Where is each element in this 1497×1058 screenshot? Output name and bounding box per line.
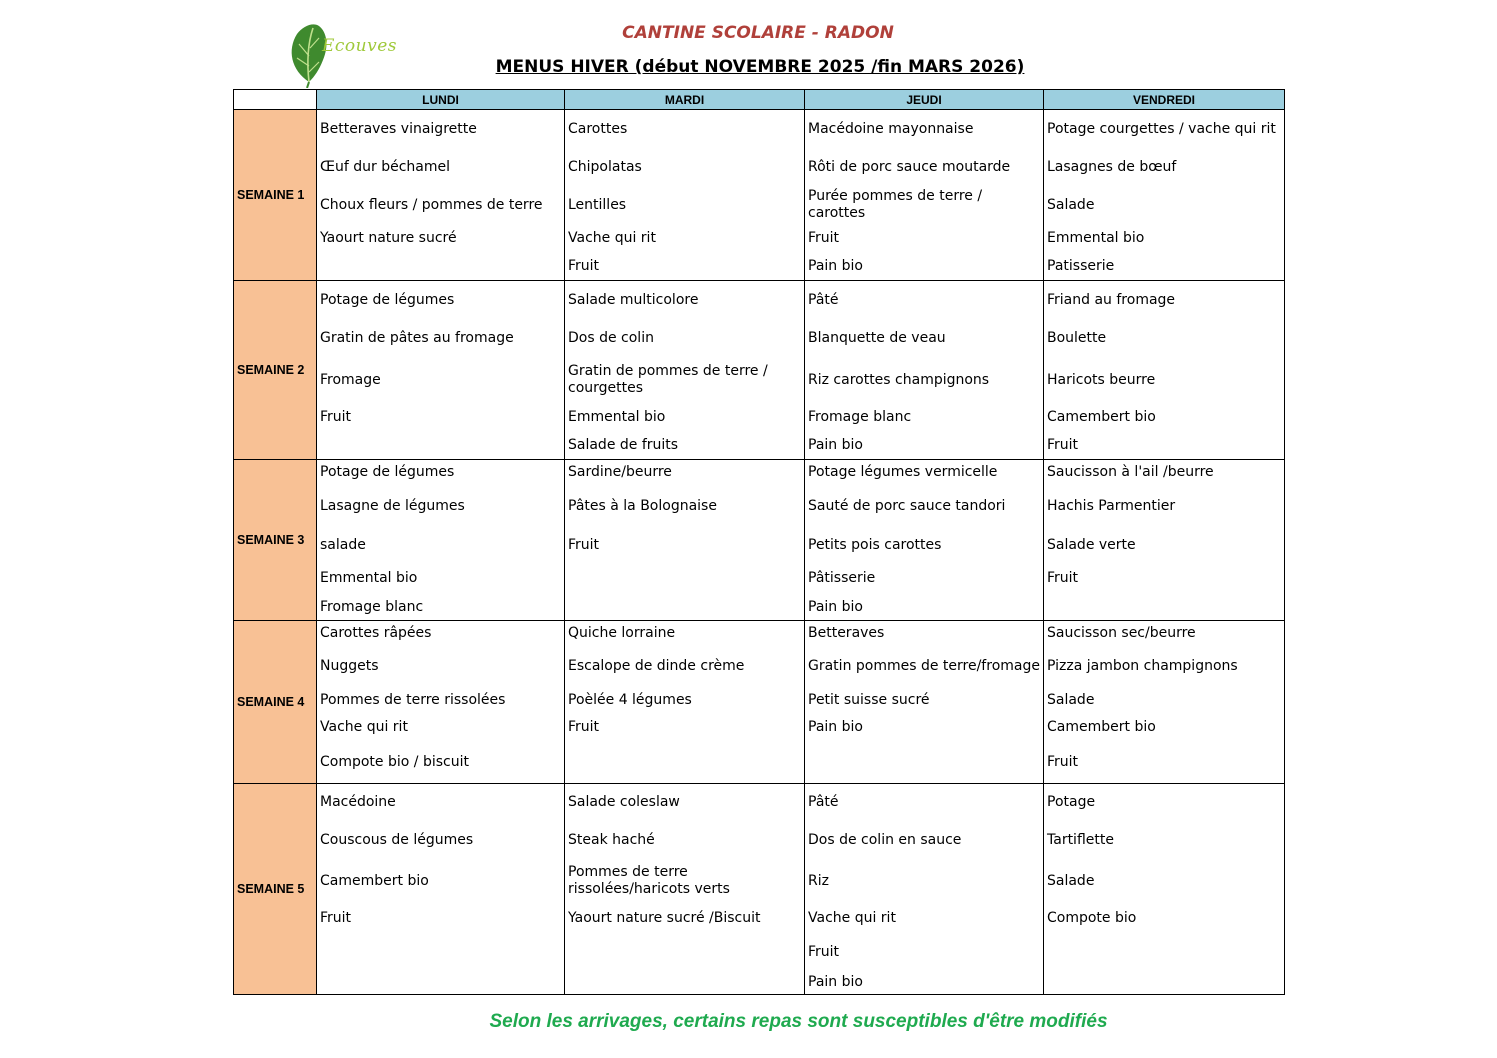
week-label: SEMAINE 5	[234, 784, 317, 995]
menu-item: Riz	[808, 872, 829, 889]
menu-item	[565, 741, 804, 783]
day-cell-monday	[317, 460, 565, 621]
day-cell-monday	[317, 784, 565, 995]
menu-item: Friand au fromage	[1047, 291, 1176, 308]
menu-item: Camembert bio	[1047, 408, 1156, 425]
page-title: CANTINE SCOLAIRE - RADON	[622, 23, 894, 43]
menu-item	[565, 934, 804, 970]
week-label: SEMAINE 1	[234, 110, 317, 281]
menu-item: Salade multicolore	[568, 291, 699, 308]
menu-item	[317, 252, 564, 280]
menu-item: Sauté de porc sauce tandori	[808, 497, 1006, 514]
day-header-friday: VENDREDI	[1044, 90, 1285, 110]
menu-item: Quiche lorraine	[568, 624, 676, 641]
day-header-monday: LUNDI	[317, 90, 565, 110]
day-cell-thursday	[805, 784, 1044, 995]
menu-item: Gratin de pâtes au fromage	[320, 329, 514, 346]
day-cell-friday	[1044, 281, 1285, 460]
menu-item: Blanquette de veau	[808, 329, 946, 346]
menu-item: Potage légumes vermicelle	[808, 463, 998, 480]
menu-item	[317, 934, 564, 970]
menu-item: Compote bio / biscuit	[320, 753, 469, 770]
day-header-thursday: JEUDI	[805, 90, 1044, 110]
menu-item: Yaourt nature sucré /Biscuit	[568, 909, 761, 926]
menu-item: Patisserie	[1047, 257, 1115, 274]
menu-item	[1044, 970, 1284, 994]
day-cell-tuesday	[565, 460, 805, 621]
menu-item: Choux fleurs / pommes de terre	[320, 196, 543, 213]
menu-item: Fromage	[320, 371, 381, 388]
week-row	[234, 110, 1285, 281]
menu-item: Riz carottes champignons	[808, 371, 990, 388]
day-cell-monday	[317, 621, 565, 784]
menu-item: Pain bio	[808, 598, 863, 615]
menu-item: Potage	[1047, 793, 1096, 810]
menu-item: Salade	[1047, 196, 1095, 213]
week-label: SEMAINE 4	[234, 621, 317, 784]
day-cell-thursday	[805, 281, 1044, 460]
menu-item: Pâté	[808, 793, 839, 810]
menu-item: Fruit	[808, 943, 840, 960]
menu-item: Pâtisserie	[808, 569, 876, 586]
menu-item: Fromage blanc	[808, 408, 912, 425]
menu-item: Haricots beurre	[1047, 371, 1156, 388]
menu-item: Lasagne de légumes	[320, 497, 465, 514]
menu-item: Dos de colin en sauce	[808, 831, 962, 848]
menu-item: Fruit	[320, 408, 352, 425]
day-cell-tuesday	[565, 621, 805, 784]
menu-item: Fruit	[568, 536, 600, 553]
menu-item: Steak haché	[568, 831, 655, 848]
menu-item: Betteraves vinaigrette	[320, 120, 477, 137]
menu-item: Saucisson à l'ail /beurre	[1047, 463, 1214, 480]
menu-item: Tartiflette	[1047, 831, 1114, 848]
menu-item: Macédoine	[320, 793, 396, 810]
menu-item: Vache qui rit	[320, 718, 408, 735]
menu-item: Pizza jambon champignons	[1047, 657, 1238, 674]
menu-item: Gratin de pommes de terre / courgettes	[568, 363, 768, 396]
menu-item: Pâtes à la Bolognaise	[568, 497, 717, 514]
menu-item	[1044, 594, 1284, 620]
menu-table	[233, 89, 1285, 995]
menu-item: Emmental bio	[1047, 229, 1145, 246]
menu-item: Salade coleslaw	[568, 793, 680, 810]
menu-item	[565, 594, 804, 620]
menu-item: Fruit	[808, 229, 840, 246]
week-label: SEMAINE 3	[234, 460, 317, 621]
menu-item: Fruit	[568, 718, 600, 735]
day-cell-thursday	[805, 621, 1044, 784]
menu-item	[565, 562, 804, 594]
menu-item: Potage de légumes	[320, 291, 455, 308]
day-cell-tuesday	[565, 784, 805, 995]
menu-item: Dos de colin	[568, 329, 654, 346]
menu-item: Carottes râpées	[320, 624, 432, 641]
menu-item: Petit suisse sucré	[808, 691, 930, 708]
menu-item: Hachis Parmentier	[1047, 497, 1176, 514]
menu-item: Vache qui rit	[808, 909, 896, 926]
day-cell-friday	[1044, 460, 1285, 621]
page-subtitle: MENUS HIVER (début NOVEMBRE 2025 /fin MARS 2026)	[495, 57, 1025, 77]
menu-item: Pain bio	[808, 973, 863, 990]
day-cell-friday	[1044, 784, 1285, 995]
menu-item: Emmental bio	[320, 569, 418, 586]
menu-item: Pommes de terre rissolées/haricots verts	[568, 864, 730, 897]
menu-item: Fruit	[320, 909, 352, 926]
menu-item: Fruit	[1047, 753, 1079, 770]
menu-item: Gratin pommes de terre/fromage	[808, 657, 1040, 674]
day-cell-monday	[317, 110, 565, 281]
menu-item: Couscous de légumes	[320, 831, 474, 848]
week-row	[234, 621, 1285, 784]
menu-item: Camembert bio	[1047, 718, 1156, 735]
menu-item: salade	[320, 536, 366, 553]
menu-item: Pain bio	[808, 257, 863, 274]
menu-item: Potage de légumes	[320, 463, 455, 480]
menu-item: Purée pommes de terre / carottes	[808, 188, 983, 221]
menu-item: Escalope de dinde crème	[568, 657, 745, 674]
menu-item: Sardine/beurre	[568, 463, 672, 480]
menu-item	[317, 970, 564, 994]
week-row	[234, 460, 1285, 621]
menu-item: Salade verte	[1047, 536, 1136, 553]
week-row	[234, 281, 1285, 460]
week-row	[234, 784, 1285, 995]
menu-item: Pâté	[808, 291, 839, 308]
menu-item	[805, 741, 1043, 783]
menu-item: Salade	[1047, 691, 1095, 708]
menu-item: Carottes	[568, 120, 628, 137]
menu-item: Yaourt nature sucré	[320, 229, 457, 246]
menu-item: Boulette	[1047, 329, 1107, 346]
menu-item: Nuggets	[320, 657, 379, 674]
menu-item: Lentilles	[568, 196, 627, 213]
day-cell-tuesday	[565, 281, 805, 460]
logo-text: Ecouves	[322, 36, 398, 56]
menu-item: Compote bio	[1047, 909, 1137, 926]
menu-item: Fromage blanc	[320, 598, 424, 615]
day-cell-thursday	[805, 110, 1044, 281]
menu-item	[317, 431, 564, 459]
menu-item: Macédoine mayonnaise	[808, 120, 974, 137]
menu-item: Pain bio	[808, 436, 863, 453]
menu-item: Saucisson sec/beurre	[1047, 624, 1196, 641]
menu-item: Petits pois carottes	[808, 536, 942, 553]
menu-item: Salade	[1047, 872, 1095, 889]
day-header-tuesday: MARDI	[565, 90, 805, 110]
menu-item: Poèlée 4 légumes	[568, 691, 692, 708]
menu-item: Camembert bio	[320, 872, 429, 889]
day-cell-thursday	[805, 460, 1044, 621]
footer-note: Selon les arrivages, certains repas sont susceptibles d'être modifiés	[489, 1011, 1108, 1032]
menu-item: Lasagnes de bœuf	[1047, 158, 1177, 175]
week-label: SEMAINE 2	[234, 281, 317, 460]
menu-item: Pain bio	[808, 718, 863, 735]
menu-item: Emmental bio	[568, 408, 666, 425]
menu-item	[565, 970, 804, 994]
menu-item: Vache qui rit	[568, 229, 656, 246]
menu-item: Œuf dur béchamel	[320, 158, 450, 175]
menu-item: Potage courgettes / vache qui rit	[1047, 120, 1276, 137]
header-corner-cell	[234, 90, 317, 110]
day-cell-tuesday	[565, 110, 805, 281]
menu-item: Fruit	[1047, 436, 1079, 453]
menu-item: Salade de fruits	[568, 436, 679, 453]
menu-item: Betteraves	[808, 624, 885, 641]
day-cell-friday	[1044, 110, 1285, 281]
menu-item	[1044, 934, 1284, 970]
menu-item: Fruit	[568, 257, 600, 274]
day-cell-friday	[1044, 621, 1285, 784]
menu-item: Pommes de terre rissolées	[320, 691, 506, 708]
menu-item: Fruit	[1047, 569, 1079, 586]
menu-item: Chipolatas	[568, 158, 642, 175]
day-header-row	[234, 90, 1285, 110]
menu-item: Rôti de porc sauce moutarde	[808, 158, 1011, 175]
day-cell-monday	[317, 281, 565, 460]
